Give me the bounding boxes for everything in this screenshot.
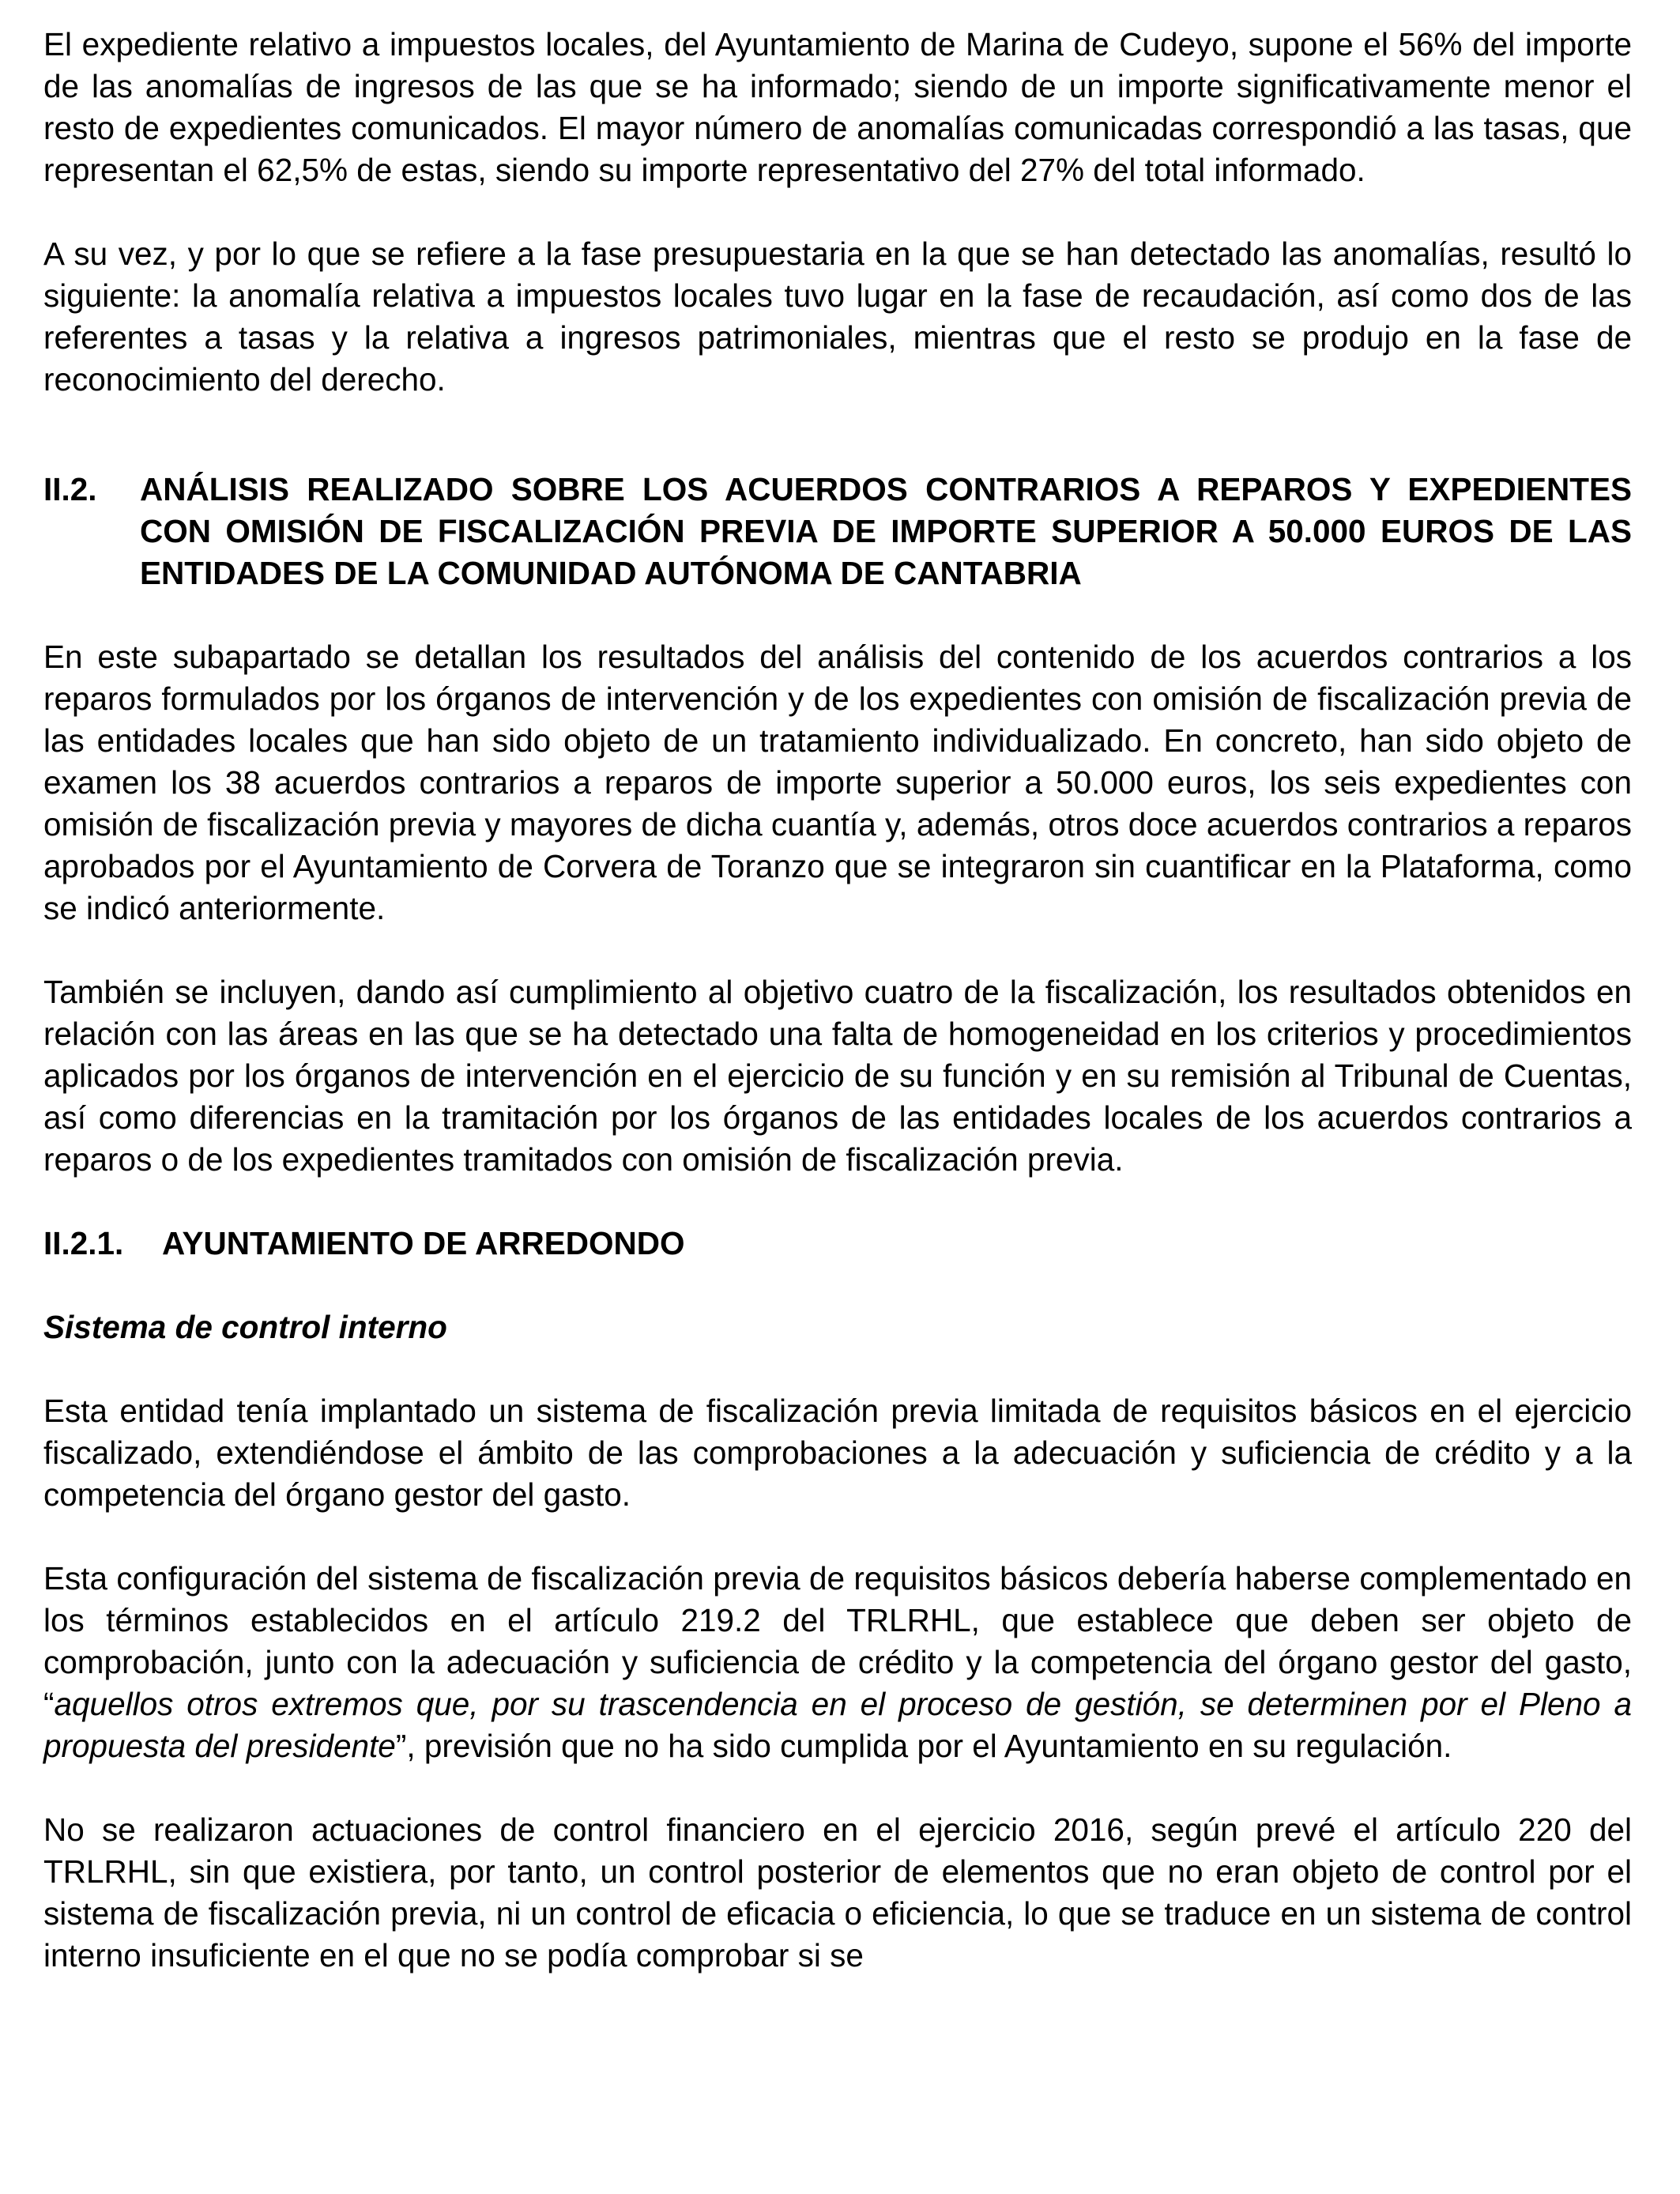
section-number: II.2. xyxy=(43,471,97,507)
paragraph-entidad-implantado: Esta entidad tenía implantado un sistema de fiscalización previa limitada de requisitos básicos en el ejercicio fiscalizado, extendiéndose el ámbito de las comprobaciones a la adecuación y suficiencia de crédito y a la competencia del órgano gestor del gasto. xyxy=(43,1393,1632,1513)
paragraph-impuestos-locales: El expediente relativo a impuestos locales, del Ayuntamiento de Marina de Cudeyo, supone el 56% del importe de las anomalías de ingresos de las que se ha informado; siendo de un importe significativamente menor el resto de expedientes comunicados. El mayor número de anomalías comunicadas correspondió a las tasas, que representan el 62,5% de estas, siendo su importe representativo del 27% del total informado. xyxy=(43,26,1632,188)
document-page xyxy=(43,24,1632,2019)
paragraph-configuracion-start: Esta configuración del sistema de fiscalización previa de requisitos básicos debería haberse complementado en los términos establecidos en el artículo 219.2 del TRLRHL, que establece que deben ser objeto de comprobación, junto con la adecuación y suficiencia de crédito y la competencia del órgano gestor del gasto, “ xyxy=(43,1560,1632,1722)
subsection-title: AYUNTAMIENTO DE ARREDONDO xyxy=(162,1225,685,1261)
paragraph-tambien-se-incluyen: También se incluyen, dando así cumplimiento al objetivo cuatro de la fiscalización, los resultados obtenidos en relación con las áreas en las que se ha detectado una falta de homogeneidad en los criterios y procedimientos aplicados por los órganos de intervención en el ejercicio de su función y en su remisión al Tribunal de Cuentas, así como diferencias en la tramitación por los órganos de las entidades locales de los acuerdos contrarios a reparos o de los expedientes tramitados con omisión de fiscalización previa. xyxy=(43,974,1632,1178)
paragraph-fase-presupuestaria: A su vez, y por lo que se refiere a la fase presupuestaria en la que se han detectado las anomalías, resultó lo siguiente: la anomalía relativa a impuestos locales tuvo lugar en la fase de recaudación, así como dos de las referentes a tasas y la relativa a ingresos patrimoniales, mientras que el resto se produjo en la fase de reconocimiento del derecho. xyxy=(43,236,1632,398)
paragraph-configuracion-sistema xyxy=(43,1558,1632,1767)
paragraph-subapartado: En este subapartado se detallan los resultados del análisis del contenido de los acuerdos contrarios a los reparos formulados por los órganos de intervención y de los expedientes con omisión de fiscalización previa de las entidades locales que han sido objeto de un tratamiento individualizado. En concreto, han sido objeto de examen los 38 acuerdos contrarios a reparos de importe superior a 50.000 euros, los seis expedientes con omisión de fiscalización previa y mayores de dicha cuantía y, además, otros doce acuerdos contrarios a reparos aprobados por el Ayuntamiento de Corvera de Toranzo que se integraron sin cuantificar en la Plataforma, como se indicó anteriormente. xyxy=(43,639,1632,926)
subsection-number: II.2.1. xyxy=(43,1225,124,1261)
section-title: ANÁLISIS REALIZADO SOBRE LOS ACUERDOS CONTRARIOS A REPAROS Y EXPEDIENTES CON OMISIÓN DE FISCALIZACIÓN PREVIA DE IMPORTE SUPERIOR A 50.000 EUROS DE LAS ENTIDADES DE LA COMUNIDAD AUTÓNOMA DE CANTABRIA xyxy=(140,471,1632,591)
paragraph-control-financiero: No se realizaron actuaciones de control financiero en el ejercicio 2016, según prevé el artículo 220 del TRLRHL, sin que existiera, por tanto, un control posterior de elementos que no eran objeto de control por el sistema de fiscalización previa, ni un control de eficacia o eficiencia, lo que se traduce en un sistema de control interno insuficiente en el que no se podía comprobar si se xyxy=(43,1811,1632,1973)
subsection-heading-ii-2-1 xyxy=(43,1223,1632,1265)
section-heading-ii-2 xyxy=(43,469,1632,594)
quoted-text-articulo: aquellos otros extremos que, por su trascendencia en el proceso de gestión, se determinen por el Pleno a propuesta del presidente xyxy=(43,1686,1632,1764)
paragraph-configuracion-end: ”, previsión que no ha sido cumplida por el Ayuntamiento en su regulación. xyxy=(395,1728,1452,1764)
italic-heading-sistema-control: Sistema de control interno xyxy=(43,1309,447,1345)
